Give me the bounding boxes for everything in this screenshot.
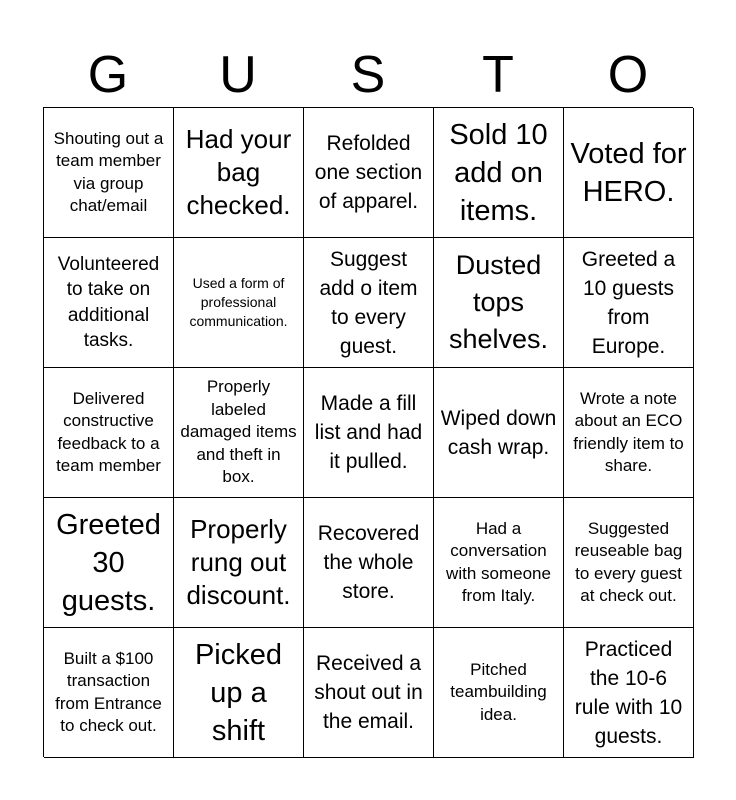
- bingo-cell: [304, 628, 434, 758]
- bingo-cell: [304, 108, 434, 238]
- bingo-cell-text: Delivered constructive feedback to a team member: [56, 388, 161, 475]
- bingo-cell: [174, 108, 304, 238]
- bingo-cell: [434, 108, 564, 238]
- bingo-cell: [434, 498, 564, 628]
- bingo-cell-text: Properly rung out discount.: [186, 514, 291, 610]
- bingo-grid: [43, 107, 693, 757]
- bingo-cell-text: Practiced the 10-6 rule with 10 guests.: [574, 637, 683, 748]
- bingo-cell-text: Had your bag checked.: [185, 124, 292, 220]
- bingo-cell-text: Used a form of professional communication.: [189, 275, 288, 329]
- bingo-cell-text: Properly labeled damaged items and theft in box.: [180, 377, 297, 487]
- bingo-cell: [174, 498, 304, 628]
- bingo-cell-text: Shouting out a team member via group chat/email: [53, 128, 164, 215]
- bingo-cell: [174, 368, 304, 498]
- bingo-cell: [174, 628, 304, 758]
- bingo-cell-text: Greeted 30 guests.: [56, 508, 161, 617]
- header-letter-t: T: [482, 46, 514, 104]
- bingo-cell-text: Sold 10 add on items.: [449, 118, 548, 227]
- bingo-cell: [564, 498, 694, 628]
- bingo-cell: [304, 238, 434, 368]
- bingo-header: [43, 44, 693, 106]
- bingo-cell: [434, 238, 564, 368]
- bingo-cell-text: Made a fill list and had it pulled.: [314, 392, 423, 473]
- bingo-cell: [44, 368, 174, 498]
- bingo-cell: [44, 628, 174, 758]
- bingo-cell: [564, 368, 694, 498]
- bingo-cell: [564, 238, 694, 368]
- bingo-cell-text: Greeted a 10 guests from Europe.: [581, 247, 676, 358]
- bingo-cell: [434, 368, 564, 498]
- bingo-cell: [304, 368, 434, 498]
- bingo-cell-text: Built a $100 transaction from Entrance to check out.: [55, 648, 162, 735]
- header-letter-u: U: [219, 46, 257, 104]
- bingo-cell-text: Wiped down cash wrap.: [440, 406, 557, 459]
- bingo-cell-text: Picked up a shift: [194, 638, 283, 747]
- bingo-cell-text: Pitched teambuilding idea.: [450, 659, 547, 724]
- bingo-cell-text: Suggest add o item to every guest.: [319, 247, 418, 358]
- bingo-cell-text: Volunteered to take on additional tasks.: [57, 253, 160, 351]
- bingo-cell-text: Received a shout out in the email.: [314, 652, 423, 733]
- bingo-cell: [564, 108, 694, 238]
- header-letter-o: O: [607, 46, 649, 104]
- bingo-cell: [434, 628, 564, 758]
- bingo-cell: [174, 238, 304, 368]
- bingo-cell-text: Had a conversation with someone from Italy.: [446, 518, 551, 605]
- bingo-cell-text: Refolded one section of apparel.: [314, 132, 423, 213]
- bingo-cell: [44, 498, 174, 628]
- header-letter-g: G: [87, 46, 129, 104]
- bingo-cell: [44, 238, 174, 368]
- header-letter-s: S: [350, 46, 386, 104]
- bingo-cell-text: Recovered the whole store.: [317, 522, 420, 603]
- bingo-cell: [304, 498, 434, 628]
- bingo-cell: [44, 108, 174, 238]
- bingo-cell-text: Dusted tops shelves.: [448, 250, 549, 354]
- bingo-cell-text: Wrote a note about an ECO friendly item to share.: [573, 388, 684, 475]
- bingo-cell: [564, 628, 694, 758]
- bingo-cell-text: Voted for HERO.: [570, 137, 687, 208]
- bingo-cell-text: Suggested reuseable bag to every guest at check out.: [574, 518, 683, 605]
